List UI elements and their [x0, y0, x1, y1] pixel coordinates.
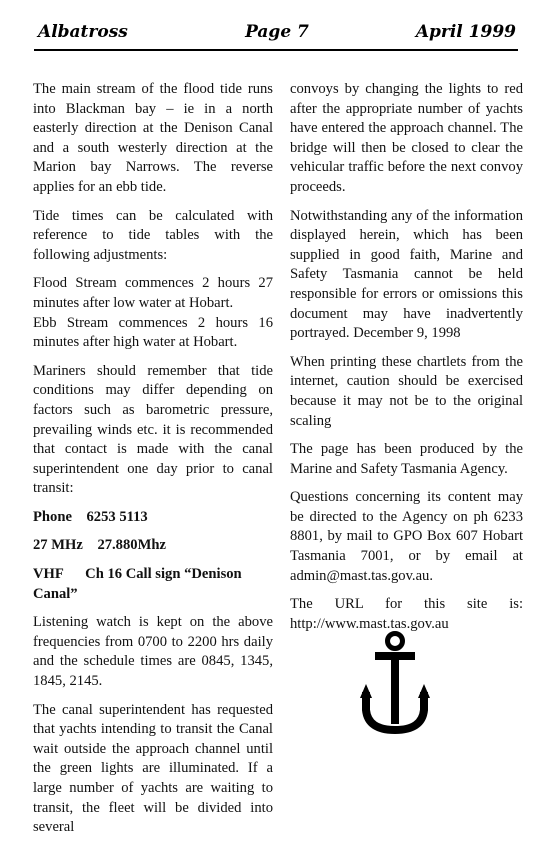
convoys-paragraph: convoys by changing the lights to red after the appropriate number of yachts have entered the approach channel. The bridge will then be closed to clear the vehicular traffic before the next convoy proceeds.: [290, 81, 523, 195]
ebb-stream-paragraph: Ebb Stream commences 2 hours 16 minutes after high water at Hobart.: [33, 314, 273, 351]
mariners-paragraph: Mariners should remember that tide conditions may differ depending on factors such as barometric pressure, prevailing winds etc. it is recommended that contact is made with the canal superintendent one day prior to canal transit:: [33, 362, 273, 497]
flood-stream-paragraph: Flood Stream commences 2 hours 27 minutes after low water at Hobart.: [33, 275, 273, 311]
contact-paragraph: Questions concerning its content may be directed to the Agency on ph 6233 8801, by mail to GPO Box 607 Hobart Tasmania 7001, or by email at admin@mast.tas.gov.au.: [290, 489, 523, 584]
publication-title: Albatross: [38, 22, 128, 42]
printing-caution-paragraph: When printing these chartlets from the internet, caution should be exercised because it may not be to the original scaling: [290, 353, 523, 429]
header-rule: [34, 49, 518, 51]
producer-paragraph: The page has been produced by the Marine and Safety Tasmania Agency.: [290, 441, 523, 477]
anchor-icon: [360, 630, 430, 740]
right-column: [290, 80, 523, 643]
tide-direction-paragraph: The main stream of the flood tide runs into Blackman bay – ie in a north easterly direction at the Denison Canal and a south westerly direction at the Marion bay Narrows. The reverse applies for an ebb tide.: [33, 81, 273, 195]
page-number: Page 7: [245, 22, 309, 42]
listening-watch-paragraph: Listening watch is kept on the above frequencies from 0700 to 2200 hrs daily and the schedule times are 0845, 1345, 1845, 2145.: [33, 614, 273, 690]
tide-times-paragraph: Tide times can be calculated with reference to tide tables with the following adjustments:: [33, 207, 273, 263]
phone-line: Phone 6253 5113: [33, 508, 148, 525]
issue-date: April 1999: [415, 22, 516, 42]
superintendent-paragraph: The canal superintendent has requested that yachts intending to transit the Canal wait outside the approach channel until the green lights are illuminated. If a large number of yachts are waiting to transit, the fleet will be divided into several: [33, 701, 273, 836]
frequency-line: 27 MHz 27.880Mhz: [33, 537, 166, 554]
url-paragraph: The URL for this site is: http://www.mast.tas.gov.au: [290, 596, 523, 632]
disclaimer-paragraph: Notwithstanding any of the information displayed herein, which has been supplied in good faith, Marine and Safety Tasmania cannot be held responsible for errors or omissions this document may have inadvertently portrayed. December 9, 1998: [290, 207, 523, 342]
vhf-line: VHF Ch 16 Call sign “Denison Canal”: [33, 566, 246, 602]
page-header: [38, 22, 516, 48]
left-column: [33, 80, 273, 847]
